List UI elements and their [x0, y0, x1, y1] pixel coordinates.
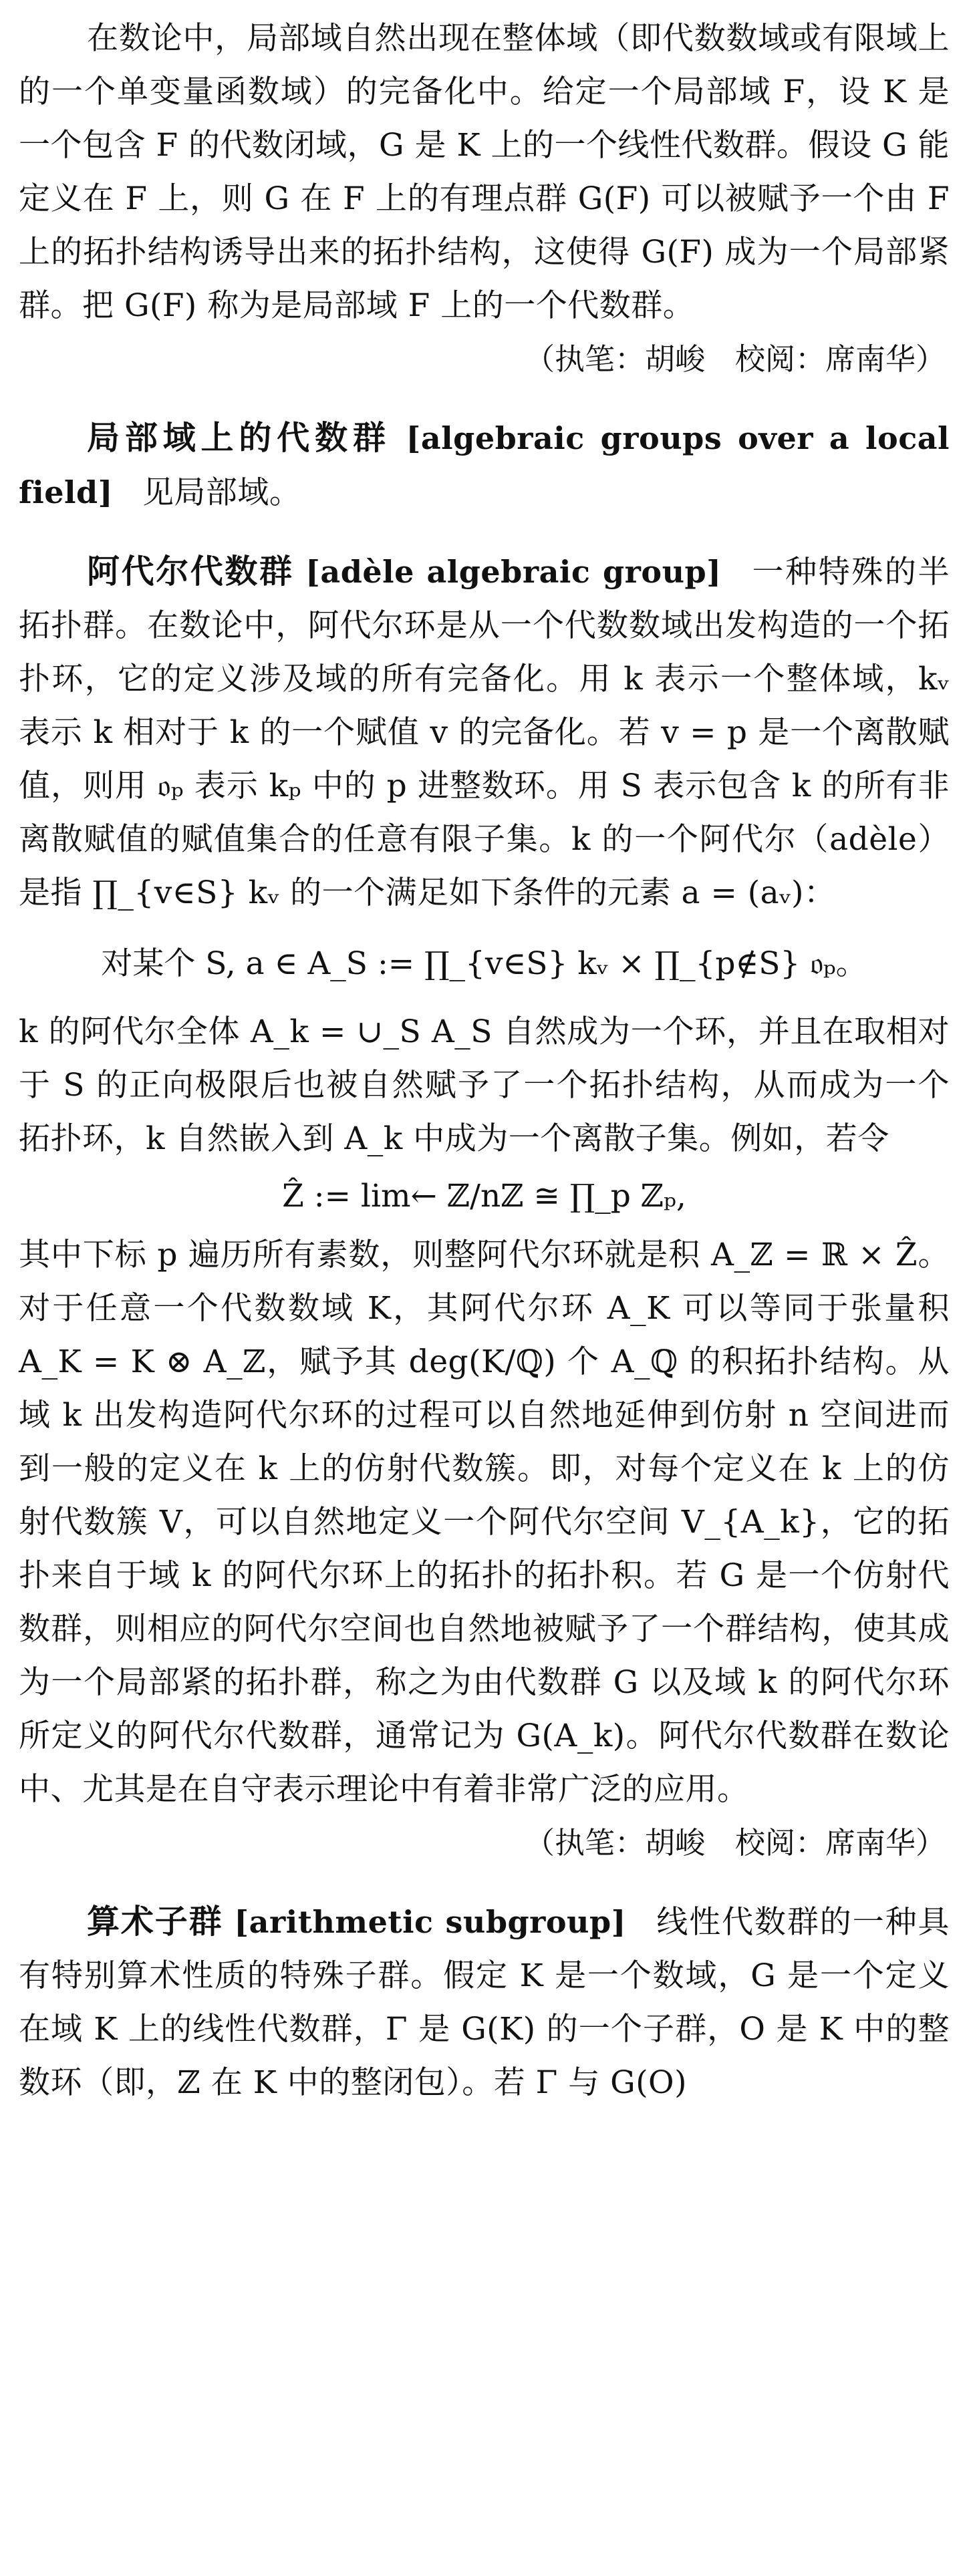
entry-title-zh: 算术子群 — [87, 1903, 223, 1941]
entry-adele-para2: k 的阿代尔全体 A_k = ∪_S A_S 自然成为一个环，并且在取相对于 S 的正向极限后也被自然赋予了一个拓扑结构，从而成为一个拓扑环，k 自然嵌入到 A_k 中成为一个离散子集。例如，若令 — [19, 1013, 950, 1157]
entry-title-en: [algebraic groups over a local field] — [19, 420, 950, 510]
entry-body: 见局部域。 — [142, 474, 301, 511]
entry-adele-para1 — [19, 545, 950, 920]
entry-title-zh: 阿代尔代数群 — [87, 552, 294, 591]
entry-adele-credit: （执笔：胡峻 校阅：席南华） — [524, 1825, 946, 1861]
entry-body: 线性代数群的一种具有特别算术性质的特殊子群。假定 K 是一个数域，G 是一个定义在域 K 上的线性代数群，Γ 是 G(K) 的一个子群，O 是 K 中的整数环（即，ℤ 在 K 中的整闭包）。若 Γ 与 G(O) — [19, 1904, 950, 2101]
intro-credit: （执笔：胡峻 校阅：席南华） — [524, 341, 946, 377]
entry-adele-para3: 其中下标 p 遍历所有素数，则整阿代尔环就是积 A_ℤ = ℝ × Ẑ。对于任意一个代数数域 K，其阿代尔环 A_K 可以等同于张量积 A_K = K ⊗ A_ℤ，赋予其 deg(K/ℚ) 个 A_ℚ 的积拓扑结构。从域 k 出发构造阿代尔环的过程可以自然地延伸到仿射 n 空间进而到一般的定义在 k 上的仿射代数簇。即，对每个定义在 k 上的仿射代数簇 V，可以自然地定义一个阿代尔空间 V_{A_k}，它的拓扑来自于域 k 的阿代尔环上的拓扑的拓扑积。若 G 是一个仿射代数群，则相应的阿代尔空间也自然地被赋予了一个群结构，使其成为一个局部紧的拓扑群，称之为由代数群 G 以及域 k 的阿代尔环所定义的阿代尔代数群，通常记为 G(A_k)。阿代尔代数群在数论中、尤其是在自守表示理论中有着非常广泛的应用。 — [19, 1237, 950, 1808]
entry-body: 一种特殊的半拓扑群。在数论中，阿代尔环是从一个代数数域出发构造的一个拓扑环，它的定义涉及域的所有完备化。用 k 表示一个整体域，kᵥ 表示 k 相对于 k 的一个赋值 v 的完备化。若 v = p 是一个离散赋值，则用 𝔬ₚ 表示 kₚ 中的 p 进整数环。用 S 表示包含 k 的所有非离散赋值的赋值集合的任意有限子集。k 的一个阿代尔（adèle）是指 ∏_{v∈S} kᵥ 的一个满足如下条件的元素 a = (aᵥ)： — [19, 554, 950, 911]
formula-adele-definition: 对某个 S, a ∈ A_S := ∏_{v∈S} kᵥ × ∏_{p∉S} 𝔬ₚ。 — [101, 945, 867, 982]
entry-local-field — [19, 412, 950, 520]
formula-profinite-integers: Ẑ := lim← ℤ/nℤ ≅ ∏_p ℤₚ, — [282, 1178, 686, 1215]
entry-arithmetic-subgroup — [19, 1895, 950, 2110]
intro-paragraph: 在数论中，局部域自然出现在整体域（即代数数域或有限域上的一个单变量函数域）的完备化中。给定一个局部域 F，设 K 是一个包含 F 的代数闭域，G 是 K 上的一个线性代数群。假设 G 能定义在 F 上，则 G 在 F 上的有理点群 G(F) 可以被赋予一个由 F 上的拓扑结构诱导出来的拓扑结构，这使得 G(F) 成为一个局部紧群。把 G(F) 称为是局部域 F 上的一个代数群。 — [19, 20, 950, 324]
entry-title-zh: 局部域上的代数群 — [87, 419, 391, 457]
entry-title-en: [adèle algebraic group] — [305, 554, 722, 590]
entry-title-en: [arithmetic subgroup] — [234, 1904, 626, 1940]
